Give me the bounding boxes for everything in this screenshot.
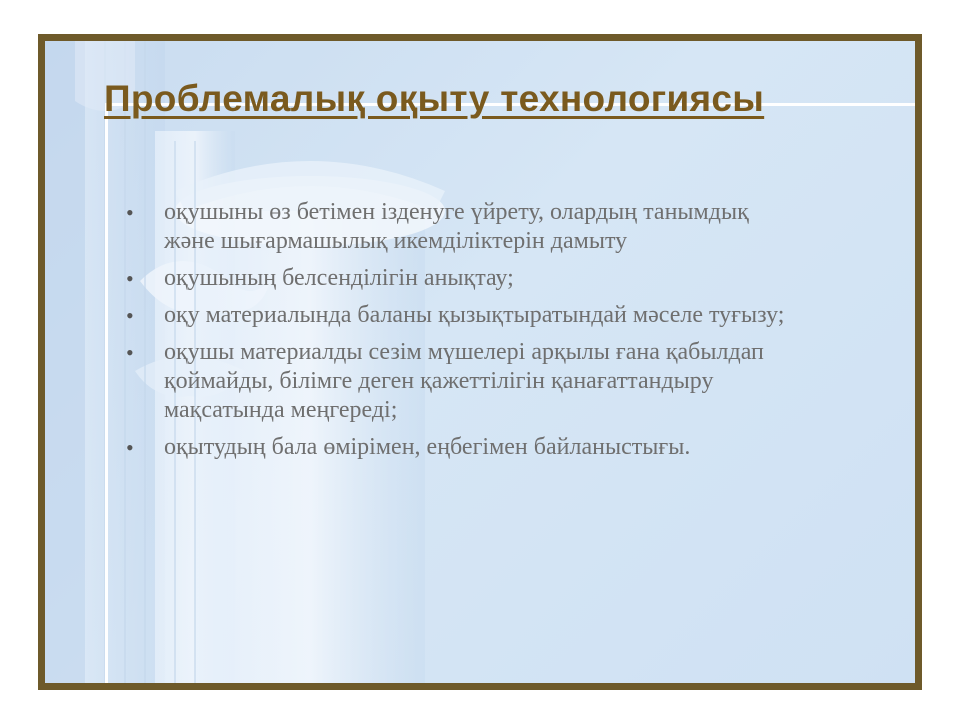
bullet-list — [124, 198, 804, 470]
bullet-icon: • — [126, 340, 134, 365]
bullet-text: оқушы материалды сезім мүшелері арқылы ғана қабылдап қоймайды, білімге деген қажеттілігін қанағаттандыру мақсатында меңгереді; — [164, 339, 764, 423]
list-item — [124, 433, 804, 462]
bullet-icon: • — [126, 200, 134, 225]
list-item — [124, 301, 804, 330]
bullet-icon: • — [126, 266, 134, 291]
bullet-icon: • — [126, 435, 134, 460]
list-item — [124, 264, 804, 293]
bullet-icon: • — [126, 303, 134, 328]
list-item — [124, 198, 804, 256]
bullet-text: оқу материалында баланы қызықтыратындай мәселе туғызу; — [164, 302, 785, 328]
bullet-text: оқушыны өз бетімен ізденуге үйрету, олардың танымдық және шығармашылық икемділіктерін дамыту — [164, 199, 749, 254]
bullet-text: оқушының белсенділігін анықтау; — [164, 265, 514, 291]
bullet-text: оқытудың бала өмірімен, еңбегімен байланыстығы. — [164, 434, 691, 460]
list-item — [124, 338, 804, 425]
slide-title: Проблемалық оқыту технологиясы — [104, 78, 765, 119]
